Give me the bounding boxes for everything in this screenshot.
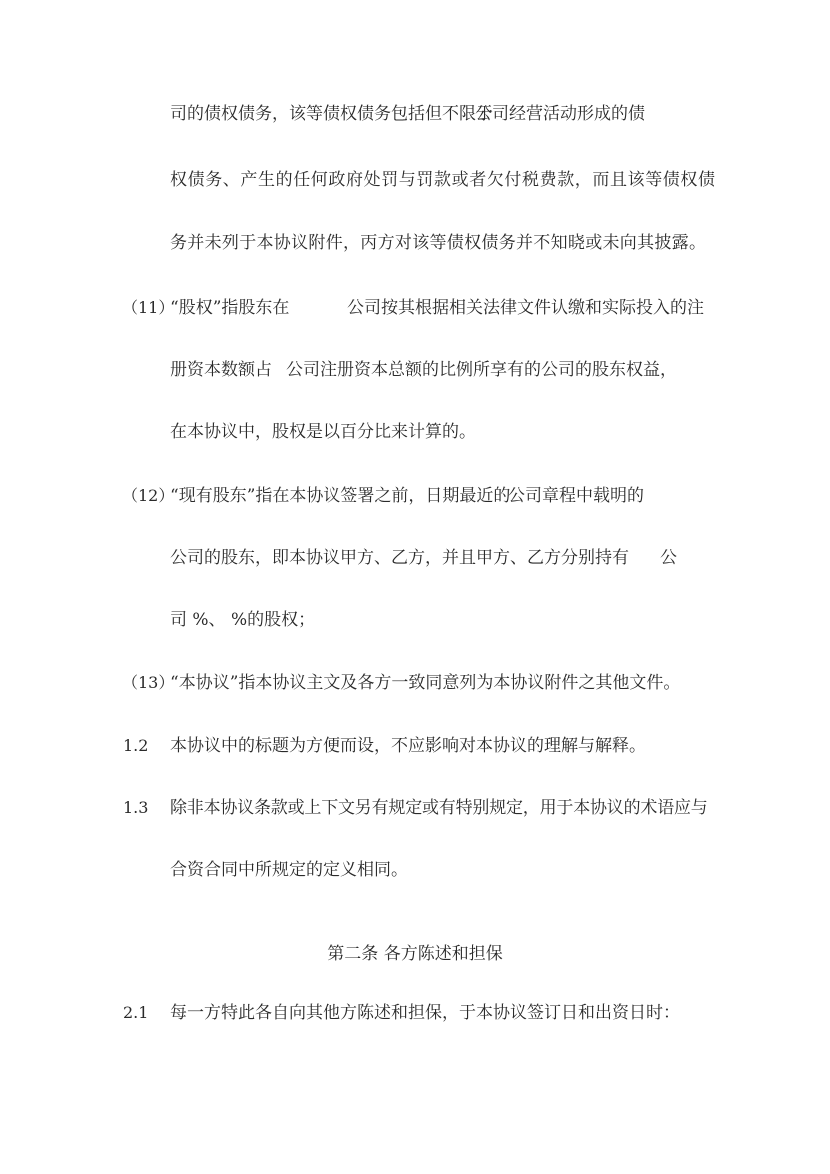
clause-number: （12） <box>122 486 175 505</box>
body-text: “现有股东”指在本协议签署之前，日期最近的 <box>170 486 511 506</box>
body-text: 本协议中的标题为方便而设，不应影响对本协议的理解与解释。 <box>170 736 646 756</box>
clause-number: 1.3 <box>123 798 149 817</box>
body-text: “本协议”指本协议主文及各方一致同意列为本协议附件之其他文件。 <box>170 673 681 693</box>
clause-number: 1.2 <box>123 736 149 755</box>
body-text: 务并未列于本协议附件，丙方对该等债权债务并不知晓或未向其披露。 <box>170 233 707 253</box>
section-heading: 第二条 各方陈述和担保 <box>327 944 503 964</box>
body-text: 公 <box>660 548 677 568</box>
body-text: “股权”指股东在 <box>170 298 290 318</box>
body-text: 公司经营活动形成的债 <box>475 104 645 124</box>
body-text: 册资本数额占 <box>170 360 272 380</box>
body-text: 权债务、产生的任何政府处罚与罚款或者欠付税费款，而且该等债权债 <box>170 170 716 190</box>
body-text: 公司注册资本总额的比例所享有的公司的股东权益， <box>286 360 677 380</box>
body-text: 公司章程中载明的 <box>508 486 644 506</box>
body-text: 公司的股东，即本协议甲方、乙方，并且甲方、乙方分别持有 <box>170 548 629 568</box>
body-text: 除非本协议条款或上下文另有规定或有特别规定，用于本协议的术语应与 <box>170 798 708 818</box>
body-text: 合资合同中所规定的定义相同。 <box>170 860 408 880</box>
clause-number: （11） <box>122 298 175 317</box>
clause-number: 2.1 <box>123 1003 149 1022</box>
body-text: 司的债权债务，该等债权债务包括但不限于 <box>170 104 493 124</box>
body-text: 公司按其根据相关法律文件认缴和实际投入的注 <box>347 298 704 318</box>
clause-number: （13） <box>122 673 175 692</box>
body-text: 在本协议中，股权是以百分比来计算的。 <box>170 422 476 442</box>
body-text: 每一方特此各自向其他方陈述和担保，于本协议签订日和出资日时： <box>170 1003 680 1023</box>
body-text: 司 %、 %的股权； <box>170 610 316 630</box>
